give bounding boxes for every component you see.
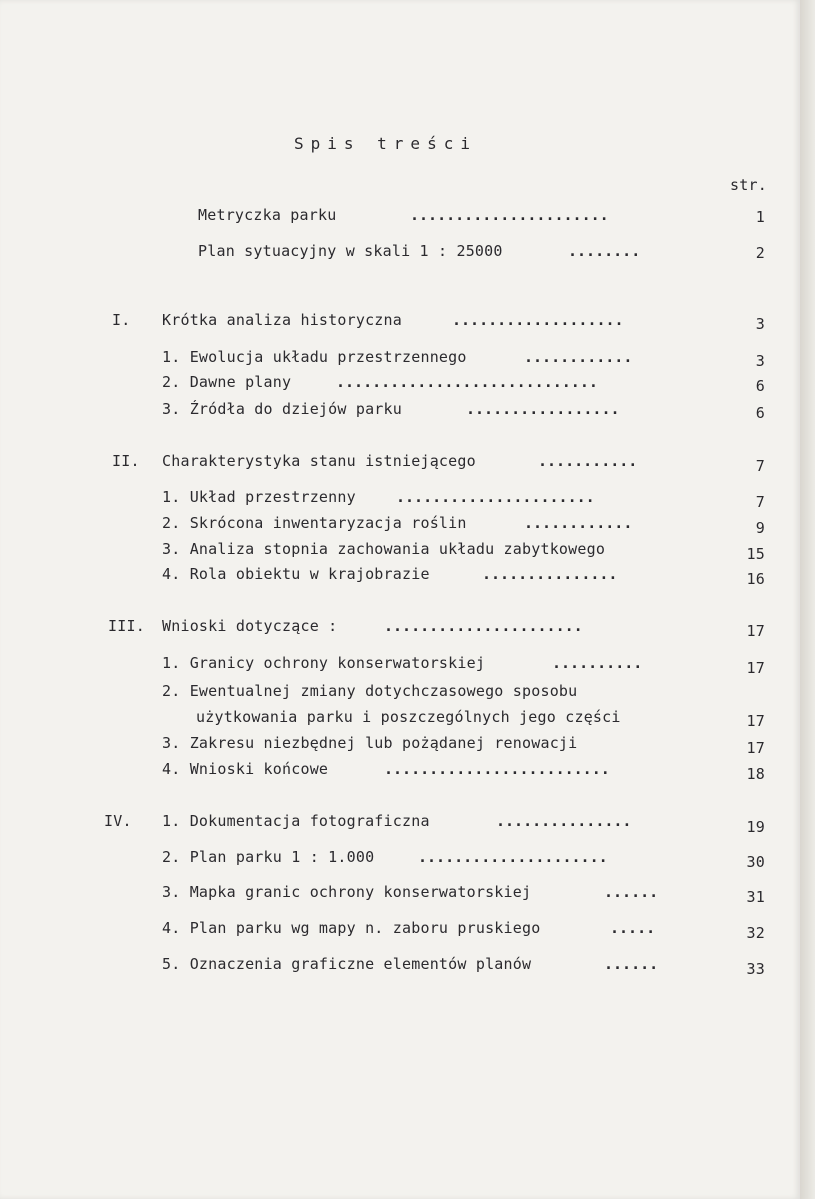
toc-leader-dots: ...................... (410, 206, 609, 224)
toc-page-number: 6 (755, 377, 765, 395)
page-column-label: str. (730, 176, 767, 194)
toc-page-number: 17 (746, 712, 765, 730)
toc-entry-text: 1. Układ przestrzenny (162, 488, 356, 506)
toc-entry-text: 3. Źródła do dziejów parku (162, 400, 402, 418)
toc-entry-text: 2. Plan parku 1 : 1.000 (162, 848, 375, 866)
section-numeral: IV. (104, 812, 132, 830)
toc-entry-text: 1. Ewolucja układu przestrzennego (162, 348, 467, 366)
toc-leader-dots: ..................... (418, 848, 608, 866)
toc-leader-dots: ............ (524, 348, 633, 366)
toc-page-number: 17 (746, 622, 765, 640)
toc-page-number: 17 (746, 659, 765, 677)
toc-entry-text: 2. Ewentualnej zmiany dotychczasowego sposobu (162, 682, 578, 700)
toc-entry-text: 3. Analiza stopnia zachowania układu zabytkowego (162, 540, 606, 558)
toc-entry-text: 4. Plan parku wg mapy n. zaboru pruskiego (162, 919, 541, 937)
toc-entry-text: 4. Rola obiektu w krajobrazie (162, 565, 430, 583)
toc-page-number: 19 (746, 818, 765, 836)
toc-page-number: 18 (746, 765, 765, 783)
toc-leader-dots: ......................... (384, 760, 610, 778)
section-numeral: II. (112, 452, 140, 470)
toc-leader-dots: ........ (568, 242, 641, 260)
section-heading: 1. Dokumentacja fotograficzna (162, 812, 430, 830)
section-heading: Krótka analiza historyczna (162, 311, 402, 329)
toc-leader-dots: ........... (538, 452, 638, 470)
toc-entry-text: 1. Granicy ochrony konserwatorskiej (162, 654, 486, 672)
toc-leader-dots: ................. (466, 400, 620, 418)
toc-entry-text: 5. Oznaczenia graficzne elementów planów (162, 955, 532, 973)
toc-page-number: 3 (755, 352, 765, 370)
section-heading: Wnioski dotyczące : (162, 617, 338, 635)
toc-page-number: 2 (755, 244, 765, 262)
toc-leader-dots: ............................. (336, 373, 598, 391)
section-numeral: I. (112, 311, 131, 329)
toc-leader-dots: .......... (552, 654, 643, 672)
toc-entry-text: 3. Zakresu niezbędnej lub pożądanej renowacji (162, 734, 578, 752)
toc-leader-dots: ...... (604, 883, 659, 901)
toc-leader-dots: ............... (482, 565, 618, 583)
toc-leader-dots: ................... (452, 311, 624, 329)
toc-leader-dots: ............... (496, 812, 632, 830)
toc-entry-text: 3. Mapka granic ochrony konserwatorskiej (162, 883, 532, 901)
toc-entry-text: Metryczka parku (198, 206, 337, 224)
toc-page-number: 6 (755, 404, 765, 422)
toc-entry-text: 2. Dawne plany (162, 373, 292, 391)
toc-page-number: 3 (755, 315, 765, 333)
toc-entry-text: Plan sytuacyjny w skali 1 : 25000 (198, 242, 503, 260)
toc-page-number: 16 (746, 570, 765, 588)
toc-page-number: 9 (755, 519, 765, 537)
toc-page-number: 1 (755, 208, 765, 226)
section-numeral: III. (108, 617, 145, 635)
toc-leader-dots: ..... (610, 919, 656, 937)
toc-page-number: 30 (746, 853, 765, 871)
toc-leader-dots: ...................... (384, 617, 583, 635)
toc-entry-text: 4. Wnioski końcowe (162, 760, 329, 778)
toc-entry-text: 2. Skrócona inwentaryzacja roślin (162, 514, 467, 532)
toc-page-number: 15 (746, 545, 765, 563)
toc-page-number: 7 (755, 457, 765, 475)
toc-page-number: 31 (746, 888, 765, 906)
toc-page-number: 17 (746, 739, 765, 757)
page-edge (800, 0, 815, 1199)
page-title: Spis treści (294, 134, 477, 153)
section-heading: Charakterystyka stanu istniejącego (162, 452, 476, 470)
toc-leader-dots: ...... (604, 955, 659, 973)
toc-leader-dots: ...................... (396, 488, 595, 506)
toc-page-number: 32 (746, 924, 765, 942)
toc-page-number: 33 (746, 960, 765, 978)
toc-page-number: 7 (755, 493, 765, 511)
toc-entry-text: użytkowania parku i poszczególnych jego części (196, 708, 621, 726)
toc-leader-dots: ............ (524, 514, 633, 532)
